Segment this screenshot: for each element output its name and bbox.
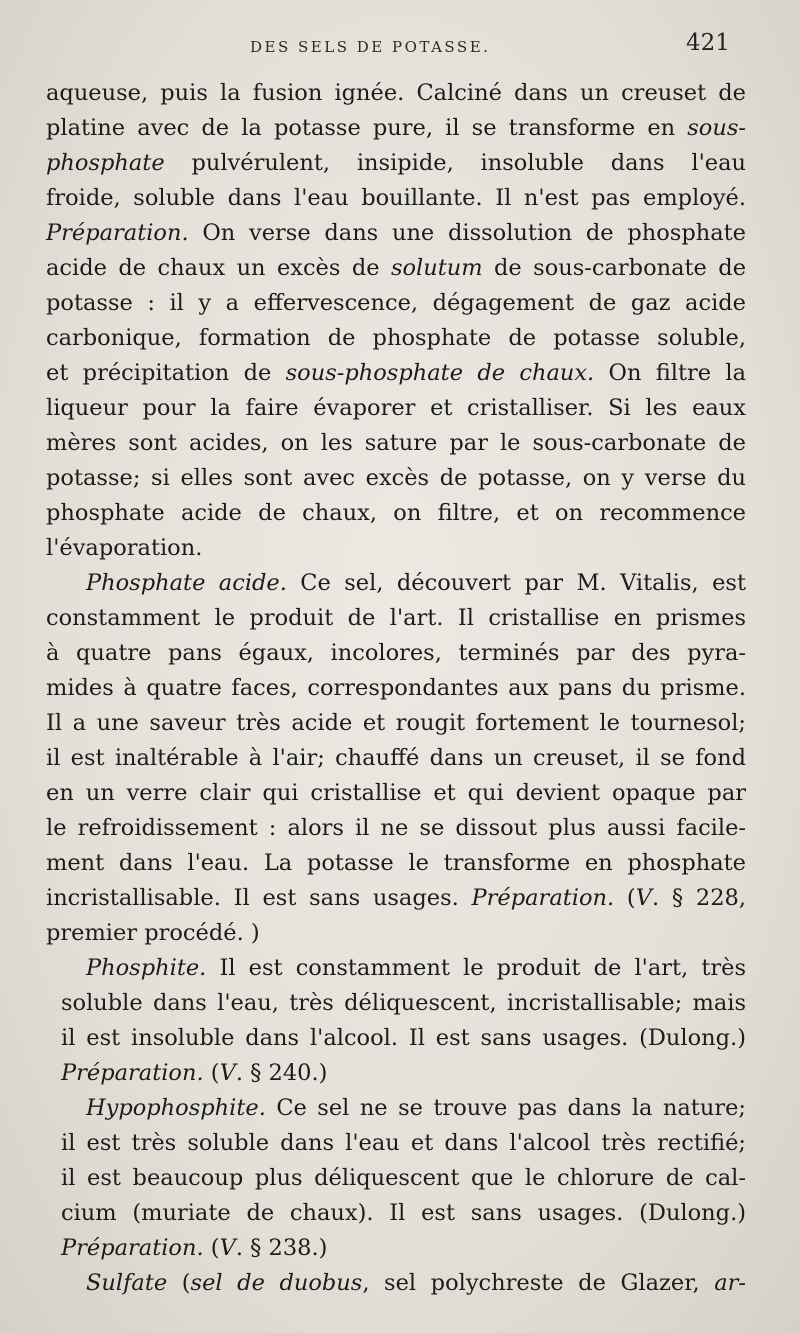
text-segment: mères sont acides, on les sature par le sous-carbonate de: [46, 430, 746, 456]
text-line: [46, 916, 746, 951]
italic-segment: sous-phosphate de chaux.: [285, 360, 595, 386]
text-segment: On verse dans une dissolution de phosphate: [188, 220, 746, 246]
text-line: [46, 391, 746, 426]
text-segment: (: [167, 1270, 191, 1296]
text-segment: phosphate acide de chaux, on filtre, et on recommence: [46, 500, 746, 526]
text-segment: On filtre la: [594, 360, 747, 386]
text-line: [46, 461, 746, 496]
text-segment: l'évaporation.: [46, 535, 203, 561]
italic-segment: V: [219, 1060, 236, 1086]
text-segment: Ce sel ne se trouve pas dans la nature;: [265, 1095, 746, 1121]
body-text: [46, 76, 746, 1301]
text-line: [46, 356, 746, 391]
italic-segment: Hypophosphite.: [86, 1095, 266, 1121]
text-segment: il est inaltérable à l'air; chauffé dans un creuset, il se fond: [46, 745, 746, 771]
text-segment: potasse; si elles sont avec excès de potasse, on y verse du: [46, 465, 746, 491]
text-line: [46, 426, 746, 461]
text-segment: incristallisable. Il est sans usages.: [46, 885, 472, 911]
text-line: [46, 1056, 746, 1091]
text-segment: Il a une saveur très acide et rougit fortement le tournesol;: [46, 710, 746, 736]
text-line: [46, 76, 746, 111]
text-line: [46, 986, 746, 1021]
text-segment: aqueuse, puis la fusion ignée. Calciné dans un creuset de: [46, 80, 746, 106]
text-segment: platine avec de la potasse pure, il se transforme en: [46, 115, 688, 141]
text-segment: et précipitation de: [46, 360, 286, 386]
text-segment: de sous-carbonate de: [482, 255, 747, 281]
text-line: [46, 251, 746, 286]
italic-segment: Préparation.: [61, 1235, 204, 1261]
text-line: [46, 1161, 746, 1196]
running-head: DES SELS DE POTASSE.: [250, 38, 491, 56]
italic-segment: Préparation.: [471, 885, 615, 911]
text-segment: constamment le produit de l'art. Il cristallise en prismes: [46, 605, 746, 631]
page-header: [0, 30, 800, 64]
italic-segment: Sulfate: [86, 1270, 168, 1296]
text-segment: en un verre clair qui cristallise et qui devient opaque par: [46, 780, 746, 806]
text-segment: il est beaucoup plus déliquescent que le chlorure de cal-: [61, 1165, 746, 1191]
text-segment: Ce sel, découvert par M. Vitalis, est: [286, 570, 746, 596]
text-line: [46, 1091, 746, 1126]
italic-segment: ar-: [714, 1270, 746, 1296]
italic-segment: phosphate: [46, 150, 165, 176]
text-line: [46, 811, 746, 846]
italic-segment: sous-: [687, 115, 746, 141]
italic-segment: solutum: [390, 255, 483, 281]
text-line: [46, 1126, 746, 1161]
text-line: [46, 1021, 746, 1056]
text-line: [46, 601, 746, 636]
text-line: [46, 951, 746, 986]
text-segment: cium (muriate de chaux). Il est sans usages. (Dulong.): [61, 1200, 746, 1226]
text-segment: Il est constamment le produit de l'art, très: [206, 955, 746, 981]
text-line: [46, 1266, 746, 1301]
italic-segment: Préparation.: [46, 220, 189, 246]
italic-segment: sel de duobus: [190, 1270, 363, 1296]
text-segment: , sel polychreste de Glazer,: [362, 1270, 715, 1296]
text-line: [46, 146, 746, 181]
text-segment: liqueur pour la faire évaporer et cristalliser. Si les eaux: [46, 395, 746, 421]
text-line: [46, 286, 746, 321]
text-segment: (: [203, 1235, 220, 1261]
text-segment: potasse : il y a effervescence, dégagement de gaz acide: [46, 290, 746, 316]
text-segment: à quatre pans égaux, incolores, terminés par des pyra-: [46, 640, 746, 666]
text-line: [46, 846, 746, 881]
text-segment: il est très soluble dans l'eau et dans l'alcool très rectifié;: [61, 1130, 746, 1156]
text-segment: pulvérulent, insipide, insoluble dans l'eau: [164, 150, 746, 176]
text-line: [46, 181, 746, 216]
italic-segment: Phosphate acide.: [86, 570, 287, 596]
page-number: 421: [686, 30, 730, 56]
text-segment: . § 240.): [235, 1060, 328, 1086]
text-segment: acide de chaux un excès de: [46, 255, 391, 281]
text-segment: le refroidissement : alors il ne se dissout plus aussi facile-: [46, 815, 746, 841]
text-segment: premier procédé. ): [46, 920, 260, 946]
text-segment: (: [614, 885, 636, 911]
text-line: [46, 671, 746, 706]
text-line: [46, 881, 746, 916]
italic-segment: Préparation.: [61, 1060, 204, 1086]
text-line: [46, 216, 746, 251]
text-segment: ment dans l'eau. La potasse le transforme en phosphate: [46, 850, 746, 876]
text-line: [46, 496, 746, 531]
text-line: [46, 1196, 746, 1231]
text-line: [46, 636, 746, 671]
text-segment: froide, soluble dans l'eau bouillante. Il n'est pas employé.: [46, 185, 746, 211]
italic-segment: Phosphite.: [86, 955, 207, 981]
text-segment: il est insoluble dans l'alcool. Il est sans usages. (Dulong.): [61, 1025, 746, 1051]
text-line: [46, 776, 746, 811]
text-segment: mides à quatre faces, correspondantes aux pans du prisme.: [46, 675, 746, 701]
text-segment: carbonique, formation de phosphate de potasse soluble,: [46, 325, 746, 351]
text-line: [46, 111, 746, 146]
text-segment: . § 238.): [235, 1235, 328, 1261]
text-segment: (: [203, 1060, 220, 1086]
text-segment: . § 228,: [651, 885, 746, 911]
text-line: [46, 531, 746, 566]
text-line: [46, 741, 746, 776]
text-line: [46, 706, 746, 741]
italic-segment: V: [635, 885, 652, 911]
text-line: [46, 566, 746, 601]
text-segment: soluble dans l'eau, très déliquescent, incristallisable; mais: [61, 990, 746, 1016]
italic-segment: V: [219, 1235, 236, 1261]
text-line: [46, 321, 746, 356]
text-line: [46, 1231, 746, 1266]
